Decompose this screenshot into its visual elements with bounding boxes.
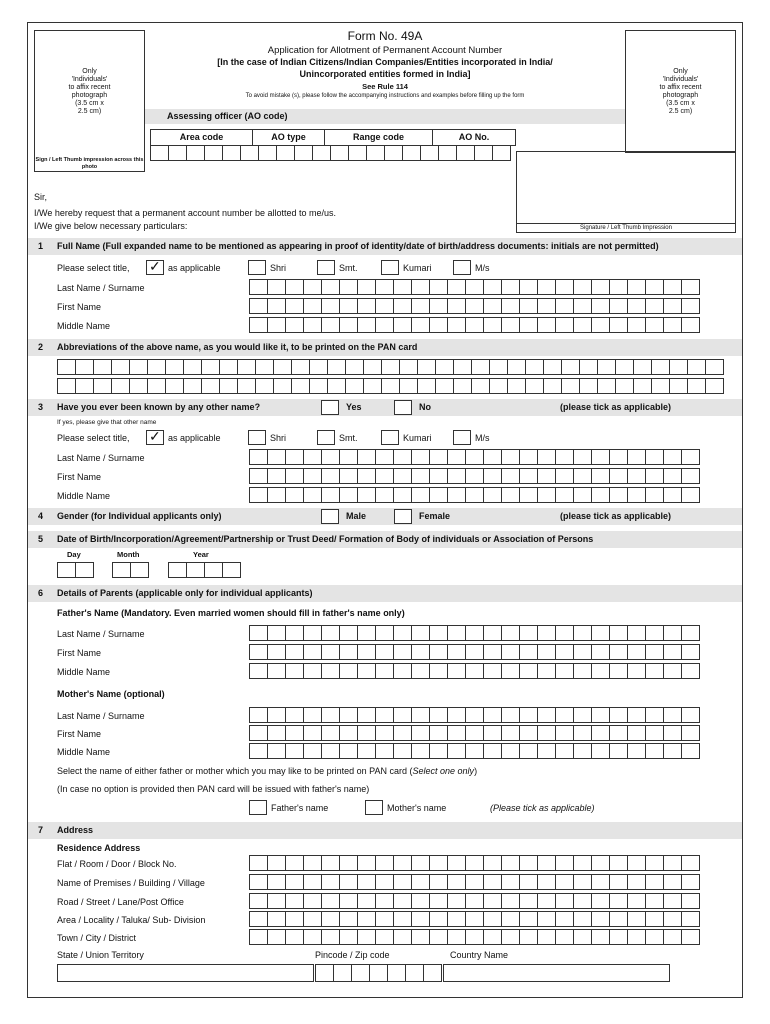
photo-instruction-left: Only 'Individuals' to affix recent photograph (3.5 cm x 2.5 cm) xyxy=(68,68,111,115)
check-icon: ✓ xyxy=(149,258,161,274)
section-2-band xyxy=(28,339,742,356)
father-first-name-field[interactable] xyxy=(249,644,700,660)
s3-tick-example xyxy=(146,430,164,445)
ao-code-header-row xyxy=(150,129,516,146)
s2-abbreviation-line-1[interactable] xyxy=(57,359,724,375)
mother-name-heading: Mother's Name (optional) xyxy=(57,689,165,699)
parent-select-close: ) xyxy=(474,766,478,776)
sign-photo-caption: Sign / Left Thumb impression across this photo xyxy=(35,157,144,170)
s3-title-shri-label: Shri xyxy=(270,433,287,443)
father-last-name-label: Last Name / Surname xyxy=(57,629,145,639)
form-scope-line-1: [In the case of Indian Citizens/Indian Companies/Entities incorporated in India/ xyxy=(217,57,553,67)
father-middle-name-label: Middle Name xyxy=(57,667,111,677)
father-middle-name-field[interactable] xyxy=(249,663,700,679)
s3-title-ms-label: M/s xyxy=(475,433,490,443)
s3-last-name-field[interactable] xyxy=(249,449,700,465)
s4-male-checkbox[interactable] xyxy=(321,509,339,524)
mother-middle-name-label: Middle Name xyxy=(57,747,111,757)
section-1-number: 1 xyxy=(38,241,44,251)
section-7-title: Address xyxy=(57,825,94,835)
s1-title-shri-checkbox[interactable] xyxy=(248,260,266,275)
s1-title-smt-checkbox[interactable] xyxy=(317,260,335,275)
form-subtitle: Application for Allotment of Permanent Account Number xyxy=(267,45,503,56)
parent-tick-note: (Please tick as applicable) xyxy=(490,803,595,813)
area-label: Area / Locality / Taluka/ Sub- Division xyxy=(57,915,206,925)
ao-code-band xyxy=(145,109,625,124)
s3-tick-note: (please tick as applicable) xyxy=(560,402,672,412)
section-6-band xyxy=(28,585,742,602)
s1-tick-example xyxy=(146,260,164,275)
signature-label: Signature / Left Thumb Impression xyxy=(517,223,735,231)
photo-box-left[interactable] xyxy=(34,30,145,172)
ao-code-cells[interactable] xyxy=(150,145,511,161)
mother-middle-name-field[interactable] xyxy=(249,743,700,759)
town-label: Town / City / District xyxy=(57,933,137,943)
section-2-number: 2 xyxy=(38,342,44,352)
s3-title-smt-label: Smt. xyxy=(339,433,358,443)
print-father-name-label: Father's name xyxy=(271,803,329,813)
section-4-title: Gender (for Individual applicants only) xyxy=(57,511,222,521)
section-5-title: Date of Birth/Incorporation/Agreement/Partnership or Trust Deed/ Formation of Body of individuals or Association of Persons xyxy=(57,534,594,544)
father-first-name-label: First Name xyxy=(57,648,102,658)
dob-day-field[interactable] xyxy=(57,562,94,578)
premises-label: Name of Premises / Building / Village xyxy=(57,878,205,888)
mother-last-name-label: Last Name / Surname xyxy=(57,711,145,721)
photo-instruction-right: Only 'Individuals' to affix recent photograph (3.5 cm x 2.5 cm) xyxy=(659,68,702,115)
section-3-number: 3 xyxy=(38,402,44,412)
print-mother-name-checkbox[interactable] xyxy=(365,800,383,815)
s1-last-name-label: Last Name / Surname xyxy=(57,283,145,293)
print-father-name-checkbox[interactable] xyxy=(249,800,267,815)
s1-title-ms-label: M/s xyxy=(475,263,490,273)
print-mother-name-label: Mother's name xyxy=(387,803,447,813)
town-field[interactable] xyxy=(249,929,700,945)
s1-title-smt-label: Smt. xyxy=(339,263,358,273)
section-6-number: 6 xyxy=(38,588,44,598)
s3-title-smt-checkbox[interactable] xyxy=(317,430,335,445)
signature-box[interactable] xyxy=(516,151,736,233)
s3-first-name-label: First Name xyxy=(57,472,102,482)
s4-female-checkbox[interactable] xyxy=(394,509,412,524)
ao-code-title: Assessing officer (AO code) xyxy=(167,111,288,121)
road-label: Road / Street / Lane/Post Office xyxy=(57,897,184,907)
section-2-title: Abbreviations of the above name, as you would like it, to be printed on the PAN card xyxy=(57,342,418,352)
section-1-band xyxy=(28,238,742,255)
parent-select-text: Select the name of either father or mother which you may like to be printed on PAN card ( xyxy=(57,766,413,776)
s3-title-kumari-label: Kumari xyxy=(403,433,432,443)
s3-last-name-label: Last Name / Surname xyxy=(57,453,145,463)
s3-yes-label: Yes xyxy=(346,402,362,412)
s1-middle-name-field[interactable] xyxy=(249,317,700,333)
s3-title-kumari-checkbox[interactable] xyxy=(381,430,399,445)
s1-middle-name-label: Middle Name xyxy=(57,321,111,331)
request-line: I/We hereby request that a permanent account number be allotted to me/us. xyxy=(34,208,337,218)
section-6-title: Details of Parents (applicable only for individual applicants) xyxy=(57,588,313,598)
s3-no-checkbox[interactable] xyxy=(394,400,412,415)
residence-address-heading: Residence Address xyxy=(57,843,141,853)
state-field[interactable] xyxy=(57,964,314,982)
s3-title-shri-checkbox[interactable] xyxy=(248,430,266,445)
parent-select-one-only: Select one only xyxy=(412,766,475,776)
form-note: To avoid mistake (s), please follow the accompanying instructions and examples before filling up the form xyxy=(245,93,525,99)
section-7-number: 7 xyxy=(38,825,44,835)
section-5-number: 5 xyxy=(38,534,44,544)
dob-month-label: Month xyxy=(117,550,140,559)
form-frame xyxy=(27,22,743,998)
country-field[interactable] xyxy=(443,964,670,982)
section-4-number: 4 xyxy=(38,511,44,521)
s1-first-name-label: First Name xyxy=(57,302,102,312)
s3-as-applicable: as applicable xyxy=(168,433,221,443)
section-3-title: Have you ever been known by any other name? xyxy=(57,402,261,412)
s3-yes-checkbox[interactable] xyxy=(321,400,339,415)
s4-tick-note: (please tick as applicable) xyxy=(560,511,672,521)
s1-title-shri-label: Shri xyxy=(270,263,287,273)
mother-last-name-field[interactable] xyxy=(249,707,700,723)
s3-title-ms-checkbox[interactable] xyxy=(453,430,471,445)
s3-middle-name-label: Middle Name xyxy=(57,491,111,501)
form-scope-line-2: Unincorporated entities formed in India] xyxy=(299,69,471,79)
s3-select-title-label: Please select title, xyxy=(57,433,130,443)
mother-first-name-field[interactable] xyxy=(249,725,700,741)
parent-default-note: (In case no option is provided then PAN card will be issued with father's name) xyxy=(57,784,370,794)
road-field[interactable] xyxy=(249,893,700,909)
premises-field[interactable] xyxy=(249,874,700,890)
check-icon: ✓ xyxy=(149,428,161,444)
dob-year-field[interactable] xyxy=(168,562,241,578)
parent-select-instruction xyxy=(57,766,477,777)
form-title: Form No. 49A xyxy=(347,29,423,43)
flat-field[interactable] xyxy=(249,855,700,871)
section-5-band xyxy=(28,531,742,548)
s3-first-name-field[interactable] xyxy=(249,468,700,484)
s1-title-ms-checkbox[interactable] xyxy=(453,260,471,275)
s4-male-label: Male xyxy=(346,511,367,521)
salutation: Sir, xyxy=(34,192,48,202)
father-last-name-field[interactable] xyxy=(249,625,700,641)
s3-middle-name-field[interactable] xyxy=(249,487,700,503)
section-1-title: Full Name (Full expanded name to be mentioned as appearing in proof of identity/date of birth/address documents: initials are not permitted) xyxy=(57,241,659,251)
s1-title-kumari-label: Kumari xyxy=(403,263,432,273)
s1-first-name-field[interactable] xyxy=(249,298,700,314)
particulars-line: I/We give below necessary particulars: xyxy=(34,221,188,231)
s3-no-label: No xyxy=(419,402,431,412)
country-label: Country Name xyxy=(450,950,509,960)
ao-area-code-label: Area code xyxy=(151,130,253,145)
ao-number-label: AO No. xyxy=(458,132,490,142)
section-7-band xyxy=(28,822,742,839)
flat-label: Flat / Room / Door / Block No. xyxy=(57,859,177,869)
mother-first-name-label: First Name xyxy=(57,729,102,739)
s3-if-yes-note: If yes, please give that other name xyxy=(57,419,157,426)
rule-reference: See Rule 114 xyxy=(362,82,408,91)
area-field[interactable] xyxy=(249,911,700,927)
pincode-field[interactable] xyxy=(315,964,442,982)
s4-female-label: Female xyxy=(419,511,451,521)
state-label: State / Union Territory xyxy=(57,950,144,960)
ao-range-code-label: Range code xyxy=(325,130,433,145)
photo-box-right[interactable] xyxy=(625,30,736,153)
ao-type-label: AO type xyxy=(253,130,325,145)
father-name-heading: Father's Name (Mandatory. Even married women should fill in father's name only) xyxy=(57,608,405,618)
dob-year-label: Year xyxy=(193,550,209,559)
s1-last-name-field[interactable] xyxy=(249,279,700,295)
s1-select-title-label: Please select title, xyxy=(57,263,130,273)
s1-title-kumari-checkbox[interactable] xyxy=(381,260,399,275)
dob-day-label: Day xyxy=(67,550,81,559)
s1-as-applicable: as applicable xyxy=(168,263,221,273)
s2-abbreviation-line-2[interactable] xyxy=(57,378,724,394)
pincode-label: Pincode / Zip code xyxy=(315,950,390,960)
dob-month-field[interactable] xyxy=(112,562,149,578)
